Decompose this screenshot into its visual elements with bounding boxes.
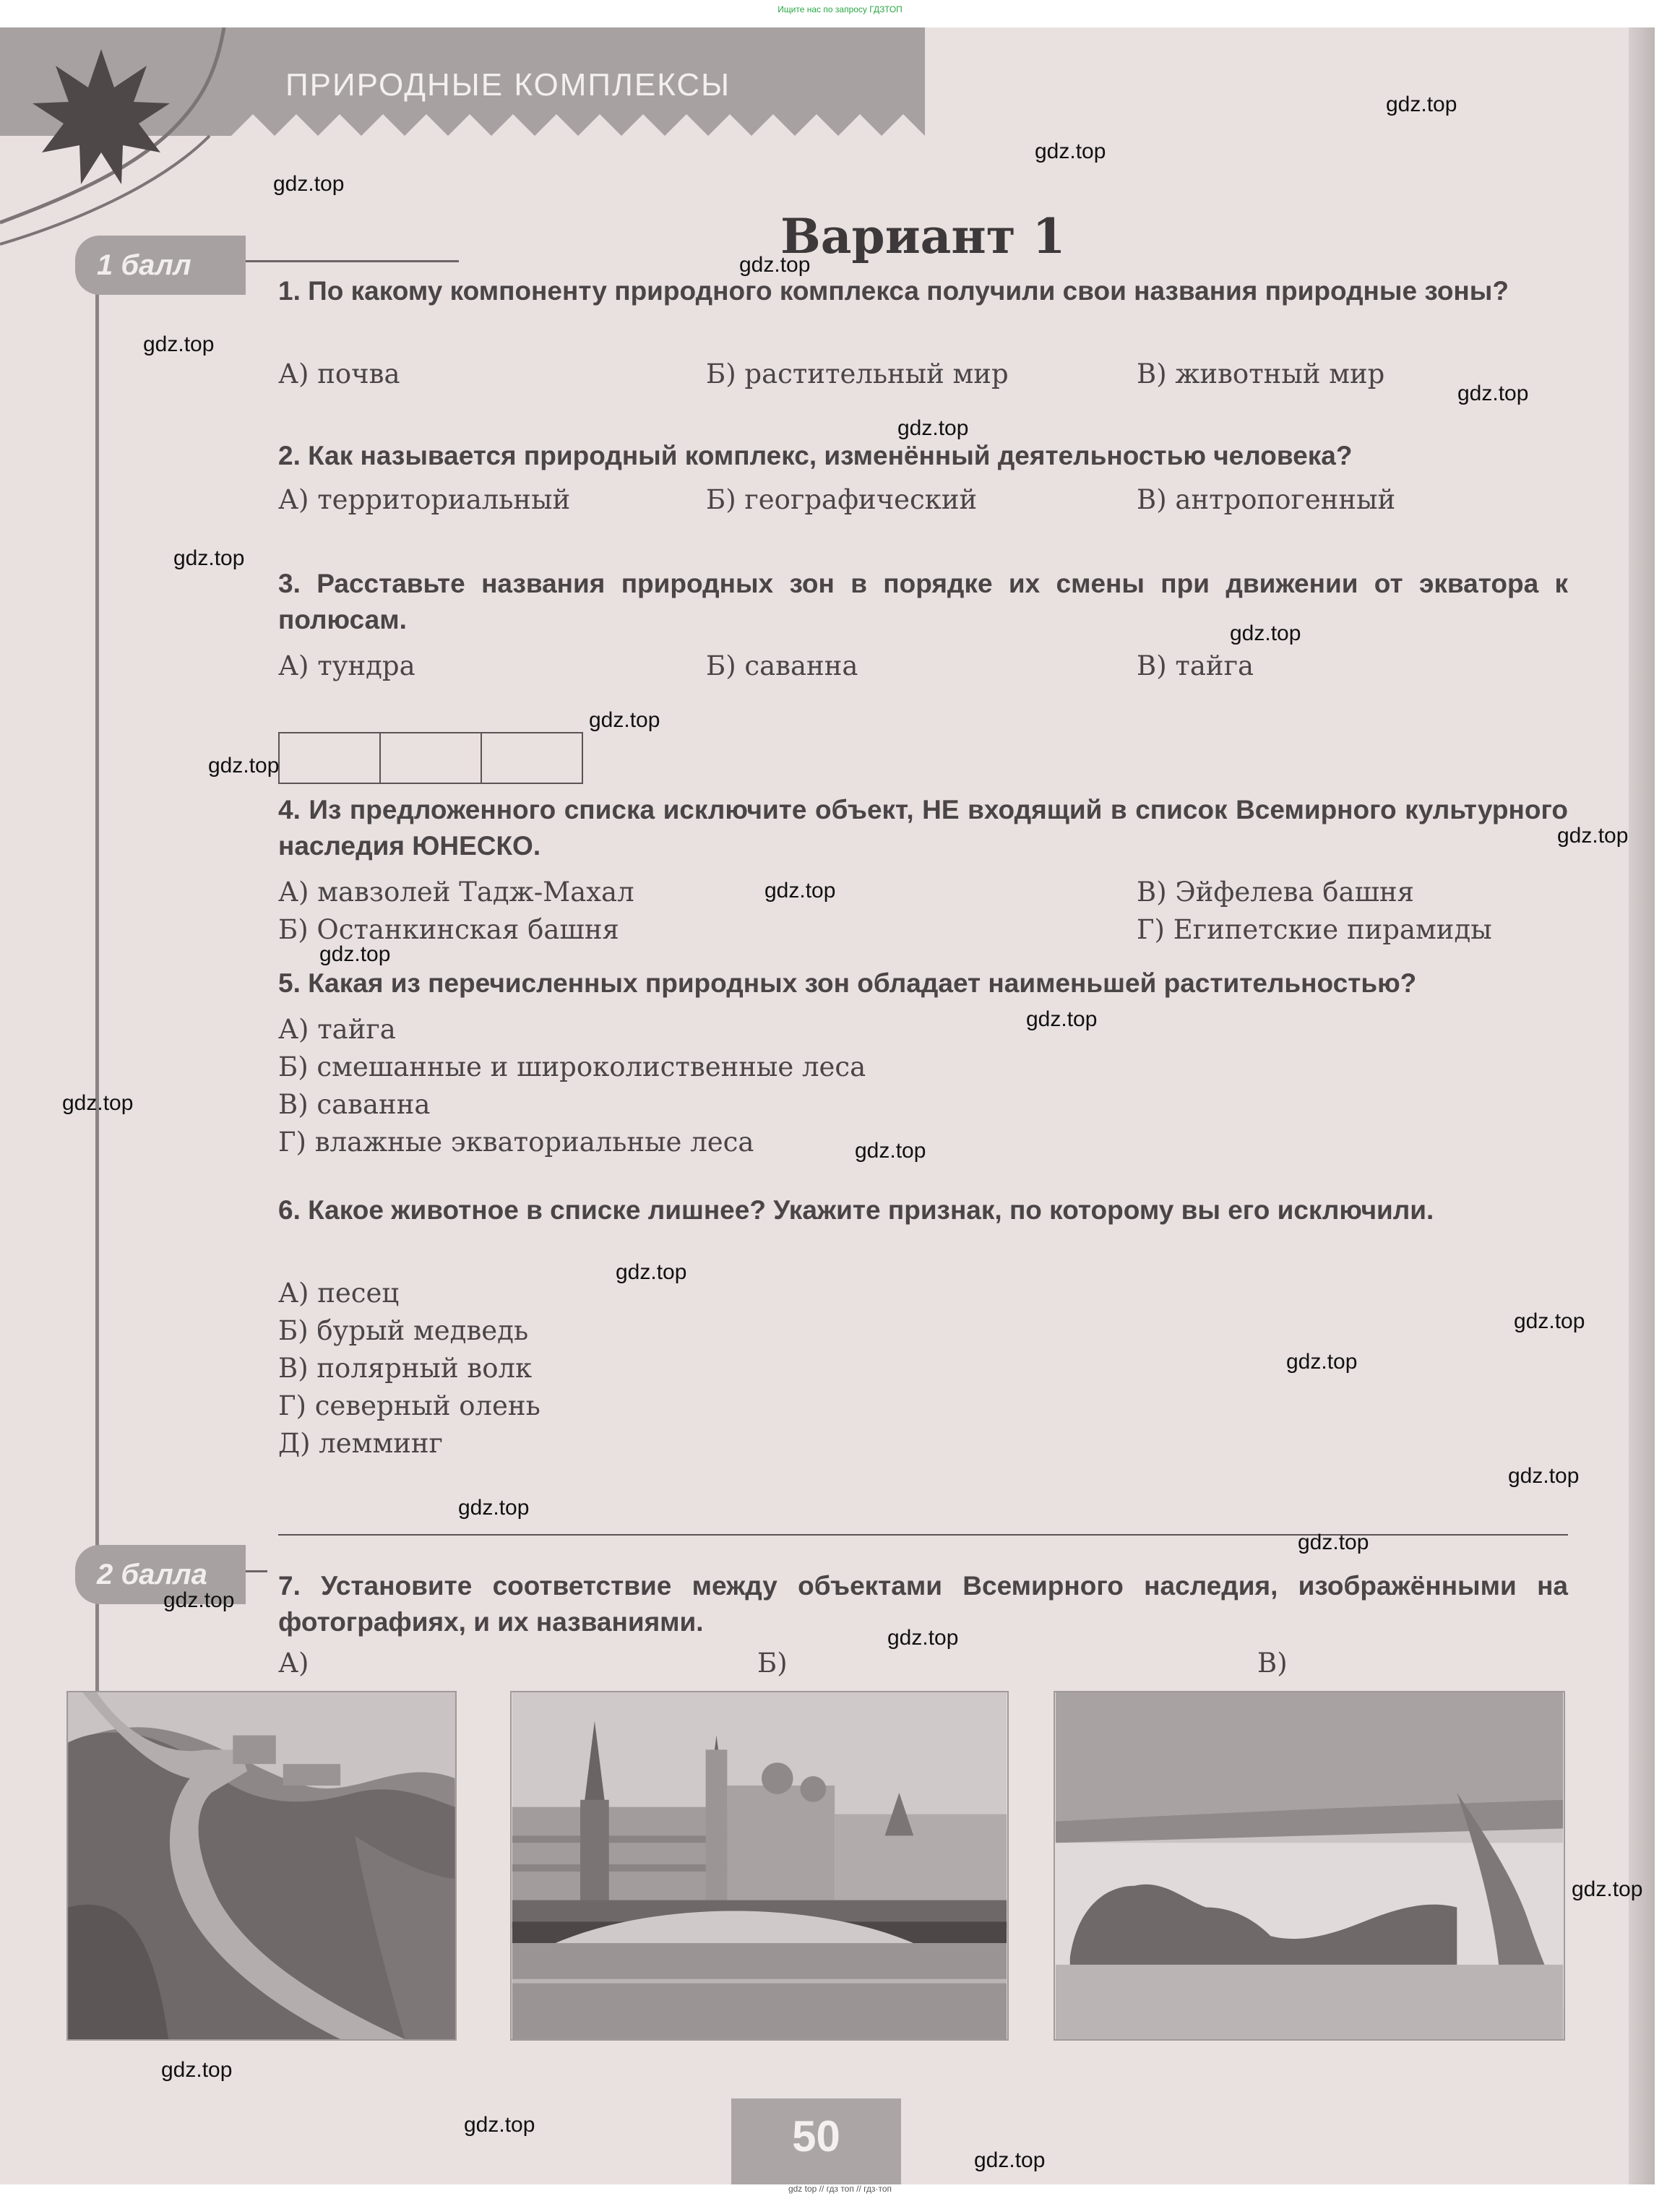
watermark-text: gdz.top xyxy=(1457,382,1529,405)
watermark-text: gdz.top xyxy=(143,332,215,356)
footer-note: gdz top // гдз топ // гдз·топ xyxy=(788,2184,892,2194)
q5-option-c: В) саванна xyxy=(278,1089,431,1120)
question-5: 5. Какая из перечисленных природных зон обладает наименьшей растительностью? xyxy=(278,968,1417,998)
watermark-text: gdz.top xyxy=(161,2058,233,2082)
kremlin-photo xyxy=(510,1691,1009,2041)
q4-option-d: Г) Египетские пирамиды xyxy=(1137,914,1492,945)
q1-option-c: В) животный мир xyxy=(1137,358,1385,389)
watermark-text: gdz.top xyxy=(887,1626,959,1650)
q6-option-e: Д) лемминг xyxy=(278,1428,443,1459)
section-divider xyxy=(278,1534,1568,1536)
watermark-text: gdz.top xyxy=(173,546,245,570)
watermark-text: gdz.top xyxy=(319,942,391,966)
answer-cell-3[interactable] xyxy=(481,732,583,784)
watermark-text: gdz.top xyxy=(1286,1350,1358,1374)
q7-label-c: В) xyxy=(1257,1648,1288,1679)
watermark-text: gdz.top xyxy=(1508,1464,1580,1488)
watermark-text: gdz.top xyxy=(1557,824,1629,848)
watermark-text: gdz.top xyxy=(1572,1877,1643,1901)
q3-option-c: В) тайга xyxy=(1137,650,1254,681)
watermark-text: gdz.top xyxy=(1298,1530,1369,1554)
answer-grid[interactable] xyxy=(278,732,582,784)
score-badge-1: 1 балл xyxy=(75,236,246,295)
great-wall-photo xyxy=(66,1691,457,2041)
q7-label-b: Б) xyxy=(757,1648,788,1679)
q5-option-b: Б) смешанные и широколиственные леса xyxy=(278,1051,866,1082)
watermark-text: gdz.top xyxy=(1035,139,1106,163)
watermark-text: gdz.top xyxy=(855,1139,926,1163)
lake-baikal-photo xyxy=(1054,1691,1565,2041)
q6-option-c: В) полярный волк xyxy=(278,1353,533,1384)
watermark-text: gdz.top xyxy=(464,2113,535,2137)
page-number: 50 xyxy=(792,2112,840,2161)
watermark-text: gdz.top xyxy=(764,879,836,903)
page-number-tab xyxy=(731,2098,901,2184)
q6-option-b: Б) бурый медведь xyxy=(278,1315,529,1346)
score-badge-2: 2 балла xyxy=(75,1545,246,1604)
question-6: 6. Какое животное в списке лишнее? Укажите признак, по которому вы его исключили. xyxy=(278,1195,1434,1225)
watermark-text: gdz.top xyxy=(458,1496,530,1520)
watermark-text: gdz.top xyxy=(1386,92,1457,116)
question-7: 7. Установите соответствие между объектами Всемирного наследия, изображёнными на фотографиях, и их названиями. xyxy=(278,1571,1568,1637)
watermark-text: gdz.top xyxy=(616,1260,687,1284)
q6-option-d: Г) северный олень xyxy=(278,1390,540,1421)
watermark-text: gdz.top xyxy=(1514,1309,1585,1333)
q1-option-b: Б) растительный мир xyxy=(706,358,1009,389)
section-title: ПРИРОДНЫЕ КОМПЛЕКСЫ xyxy=(285,67,731,103)
q4-option-b: Б) Останкинская башня xyxy=(278,914,619,945)
q5-option-d: Г) влажные экваториальные леса xyxy=(278,1127,754,1158)
variant-title: Вариант 1 xyxy=(780,208,1066,264)
score-line-1 xyxy=(246,260,459,262)
question-4: 4. Из предложенного списка исключите объект, НЕ входящий в список Всемирного культурного наследия ЮНЕСКО. xyxy=(278,795,1568,861)
q2-option-c: В) антропогенный xyxy=(1137,484,1396,515)
q3-option-a: А) тундра xyxy=(278,650,415,681)
search-hint: Ищите нас по запросу ГДЗТОП xyxy=(777,4,903,14)
star-icon xyxy=(29,46,173,190)
margin-line xyxy=(95,244,99,1711)
page-binding-shadow xyxy=(1629,27,1655,2184)
watermark-text: gdz.top xyxy=(62,1091,134,1115)
watermark-text: gdz.top xyxy=(208,754,280,778)
answer-cell-1[interactable] xyxy=(278,732,381,784)
q5-option-a: А) тайга xyxy=(278,1014,396,1045)
q1-option-a: А) почва xyxy=(278,358,400,389)
answer-cell-2[interactable] xyxy=(379,732,482,784)
q2-option-a: А) территориальный xyxy=(278,484,571,515)
q2-option-b: Б) географический xyxy=(706,484,978,515)
watermark-text: gdz.top xyxy=(163,1588,235,1612)
score-line-2 xyxy=(246,1570,267,1572)
watermark-text: gdz.top xyxy=(974,2148,1046,2172)
watermark-text: gdz.top xyxy=(1026,1007,1098,1031)
textbook-page xyxy=(0,27,1655,2184)
q3-option-b: Б) саванна xyxy=(706,650,858,681)
q7-label-a: А) xyxy=(278,1648,309,1679)
q6-option-a: А) песец xyxy=(278,1278,400,1309)
watermark-text: gdz.top xyxy=(897,416,969,440)
question-1: 1. По какому компоненту природного комплекса получили свои названия природные зоны? xyxy=(278,276,1509,306)
question-2: 2. Как называется природный комплекс, изменённый деятельностью человека? xyxy=(278,441,1353,470)
watermark-text: gdz.top xyxy=(589,708,660,732)
watermark-text: gdz.top xyxy=(739,253,811,277)
watermark-text: gdz.top xyxy=(273,172,345,196)
q4-option-a: А) мавзолей Тадж-Махал xyxy=(278,877,634,908)
watermark-text: gdz.top xyxy=(1230,621,1301,645)
question-3: 3. Расставьте названия природных зон в порядке их смены при движении от экватора к полюсам. xyxy=(278,569,1568,634)
q4-option-c: В) Эйфелева башня xyxy=(1137,877,1415,908)
